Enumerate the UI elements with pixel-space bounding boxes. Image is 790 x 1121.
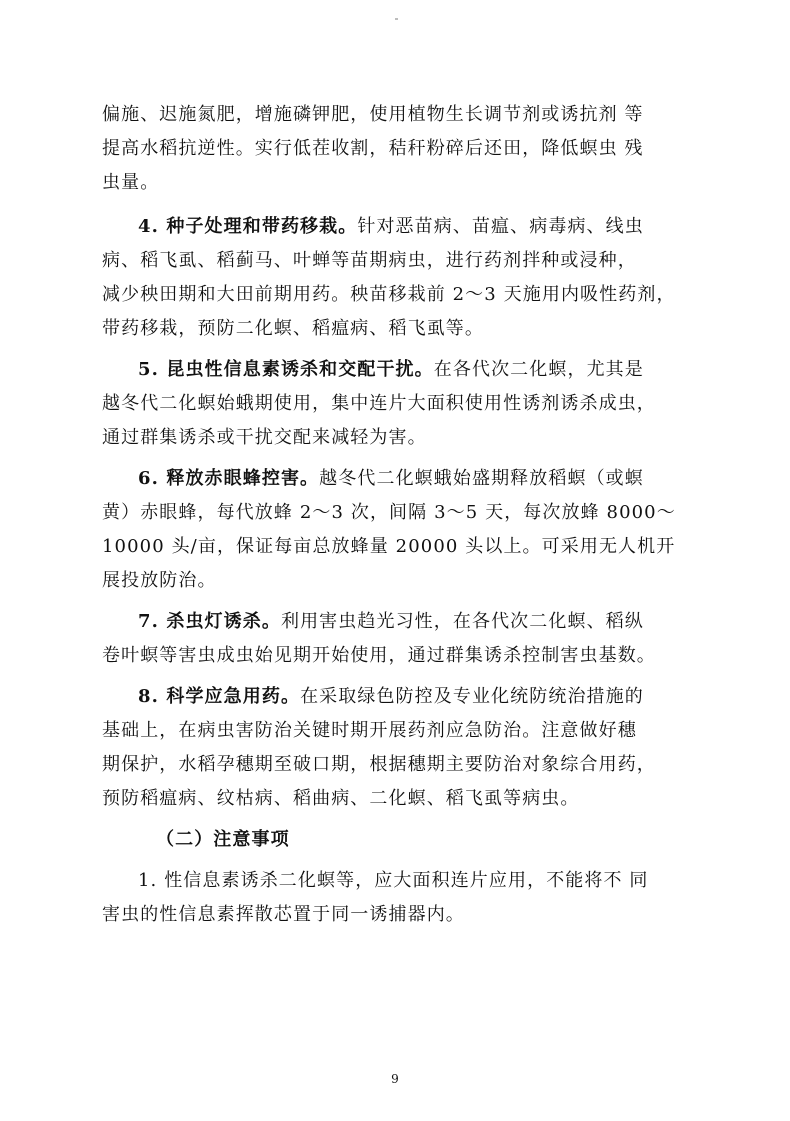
measure-item-6 — [102, 462, 702, 598]
item-first-line — [102, 680, 702, 714]
item-heading: 6. 释放赤眼蜂控害。 — [138, 468, 320, 489]
item-text: 越冬代二化螟蛾始盛期释放稻螟（或螟 — [319, 468, 644, 489]
text-line: 带药移栽，预防二化螟、稻瘟病、稻飞虱等。 — [102, 318, 484, 339]
item-heading: 5. 昆虫性信息素诱杀和交配干扰。 — [138, 359, 434, 380]
page-number: 9 — [391, 1072, 399, 1086]
text-line: 期保护，水稻孕穗期至破口期，根据穗期主要防治对象综合用药， — [102, 754, 656, 775]
text-line: 通过群集诱杀或干扰交配来减轻为害。 — [102, 427, 427, 448]
item-heading: 7. 杀虫灯诱杀。 — [138, 611, 281, 632]
item-text: 在采取绿色防控及专业化统防统治措施的 — [300, 686, 644, 707]
item-first-line — [102, 605, 702, 639]
section-heading: （二）注意事项 — [156, 829, 290, 850]
text-line: 病、稻飞虱、稻蓟马、叶蝉等苗期病虫，进行药剂拌种或浸种， — [102, 250, 637, 271]
document-page — [102, 98, 702, 932]
text-line: 展投放防治。 — [102, 570, 217, 591]
item-first-line — [102, 462, 702, 496]
text-line: 卷叶螟等害虫成虫始见期开始使用，通过群集诱杀控制害虫基数。 — [102, 645, 656, 666]
text-line: 提高水稻抗逆性。实行低茬收割，秸秆粉碎后还田，降低螟虫 残 — [102, 138, 644, 159]
item-first-line — [102, 210, 702, 244]
text-line: 预防稻瘟病、纹枯病、稻曲病、二化螟、稻飞虱等病虫。 — [102, 788, 580, 809]
item-text: 在各代次二化螟，尤其是 — [433, 359, 644, 380]
text-line: 减少秧田期和大田前期用药。秧苗移栽前 2～3 天施用内吸性药剂， — [102, 284, 676, 305]
item-text: 利用害虫趋光习性，在各代次二化螟、稻纵 — [280, 611, 644, 632]
text-line: 越冬代二化螟始蛾期使用，集中连片大面积使用性诱剂诱杀成虫， — [102, 393, 656, 414]
scan-mark — [395, 18, 398, 20]
measure-item-5 — [102, 353, 702, 455]
item-text: 针对恶苗病、苗瘟、病毒病、线虫 — [357, 216, 644, 237]
measure-item-7 — [102, 605, 702, 673]
item-first-line — [102, 353, 702, 387]
text-line: 1. 性信息素诱杀二化螟等，应大面积连片应用，不能将不 同 — [138, 870, 649, 891]
text-line: 虫量。 — [102, 172, 160, 193]
measure-item-4 — [102, 210, 702, 346]
paragraph-continuation — [102, 98, 702, 200]
measure-item-8 — [102, 680, 702, 816]
text-line: 基础上，在病虫害防治关键时期开展药剂应急防治。注意做好穗 — [102, 720, 637, 741]
text-line: 偏施、迟施氮肥，增施磷钾肥，使用植物生长调节剂或诱抗剂 等 — [102, 104, 644, 125]
item-heading: 4. 种子处理和带药移栽。 — [138, 216, 358, 237]
item-heading: 8. 科学应急用药。 — [138, 686, 301, 707]
note-item-1 — [102, 864, 702, 932]
text-line: 黄）赤眼蜂，每代放蜂 2～3 次，间隔 3～5 天，每次放蜂 8000～ — [102, 502, 676, 523]
text-line: 10000 头/亩，保证每亩总放蜂量 20000 头以上。可采用无人机开 — [102, 536, 676, 557]
text-line: 害虫的性信息素挥散芯置于同一诱捕器内。 — [102, 904, 465, 925]
